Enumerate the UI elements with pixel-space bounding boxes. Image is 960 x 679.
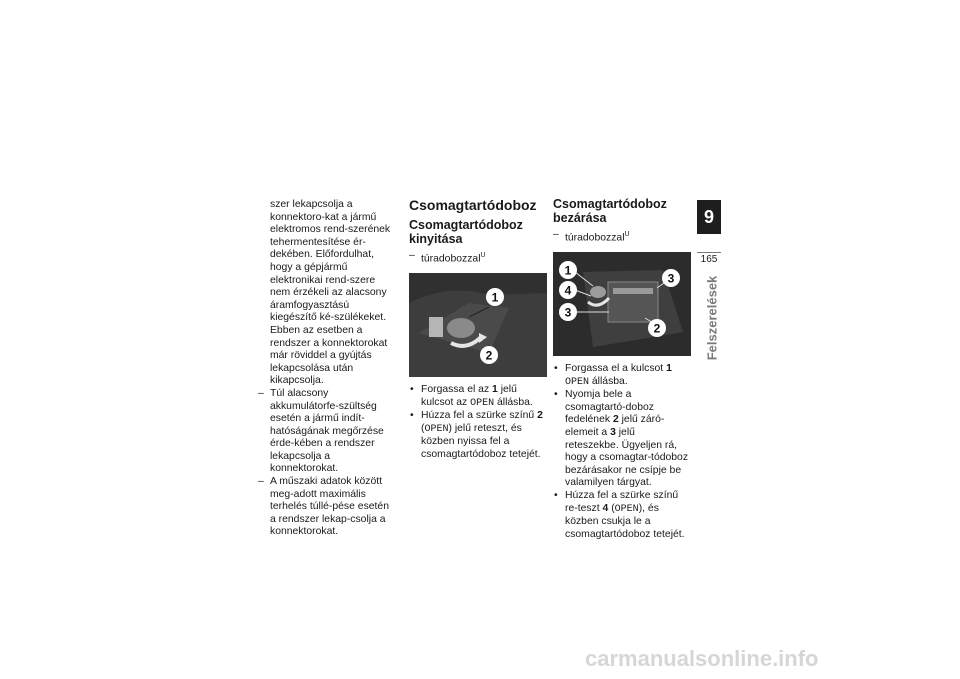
ref-number: 1 [492,384,498,396]
photo-open-case-image [409,273,547,377]
photo-close-case [553,252,691,356]
chapter-number: 9 [703,207,714,227]
text-span: jelű kulcsot az [421,384,517,408]
text-span: ) jelű reteszt, és közben nyissa fel a csomagtartódoboz tetejét. [421,422,541,461]
ref-number: 1 [666,363,672,375]
position-code: OPEN [424,423,449,435]
position-code: OPEN [565,376,590,388]
bullet-pull-latch [409,410,547,461]
ref-number: 2 [537,410,543,422]
ref-number: 3 [610,427,616,439]
text-span: Húzza fel a szürke színű [421,410,538,422]
equipment-note [553,229,691,245]
position-code: OPEN [614,503,639,515]
callout-3b-label: 3 [564,305,572,320]
photo-close-case-image [553,252,691,356]
text-span: Forgassa el a kulcsot [565,363,667,375]
text-column-1 [258,199,396,539]
subsection-title-close: Csomagtartódoboz bezárása [553,197,667,225]
text-span: Forgassa el az [421,384,493,396]
page-divider [697,252,721,253]
bullet-press-lid [553,389,691,490]
section-title: Csomagtartódoboz [409,197,537,213]
equipment-mark: U [624,231,630,238]
equipment-text: túradobozzal [421,253,481,265]
text-span: ), és közben csukja le a csomagtartódoboz tetejét. [565,502,685,540]
text-span: ( [608,502,615,514]
callout-1-label: 1 [564,263,572,278]
page-number: 165 [700,254,718,265]
text-span: ( [421,422,425,434]
position-code: OPEN [470,397,495,409]
dash-item-low-voltage: – Túl alacsony akkumulátorfe-szültség esetén a jármű indít-hatóságának megőrzése érde-kében a rendszer lekapcsolja a konnektorokat. [258,388,396,476]
photo-open-case [409,273,547,377]
text-span: állásba. [494,396,533,408]
text-span: jelű záró-elemeit a [565,414,665,439]
text-span: Húzza fel a szürke színű re-teszt [565,490,679,514]
paragraph-intro: szer lekapcsolja a konnektoro-kat a jármű elektromos rend-szerének tehermentesítése ér-dekében. Előfordulhat, hogy a gépjármű elektronikai rend-szere nem érzékeli az alacsony áramfogyasztású kiegészítő ké-szülékeket. Ebben az esetben a rendszer a konnektorokat már röviddel a gyújtás lekapcsolása után kikapcsolja. [270,199,391,387]
text-span: Nyomja bele a csomagtartó-doboz fedelének [565,389,654,426]
bullet-turn-key [409,384,547,410]
equipment-note [409,250,547,266]
ref-number: 4 [602,502,609,514]
callout-2-label: 2 [653,321,661,336]
equipment-mark: U [480,252,486,259]
callout-1-label: 1 [491,290,499,305]
subsection-title-open: Csomagtartódoboz kinyitása [409,218,523,246]
callout-3-label: 3 [667,271,675,286]
callout-4-label: 4 [564,283,572,298]
bullet-pull-latch [553,490,691,541]
callout-2-label: 2 [485,348,493,363]
equipment-text: túradobozzal [565,232,625,244]
watermark: carmanualsonline.info [585,646,819,671]
text-column-2 [409,197,547,462]
chapter-side-label: Felszerelések [704,275,720,361]
bullet-turn-key [553,363,691,389]
dash-item-max-load: – A műszaki adatok között meg-adott maximális terhelés túllé-pése esetén a rendszer lekap-csolja a konnektorokat. [258,476,396,539]
chapter-badge [697,200,721,234]
ref-number: 2 [612,414,619,426]
text-span: jelű reteszekbe. Ügyeljen rá, hogy a csomagtar-tódoboz bezárásakor ne csípje be valamilyen tárgyat. [565,427,689,489]
text-column-3 [553,197,691,541]
text-span: állásba. [589,375,628,387]
